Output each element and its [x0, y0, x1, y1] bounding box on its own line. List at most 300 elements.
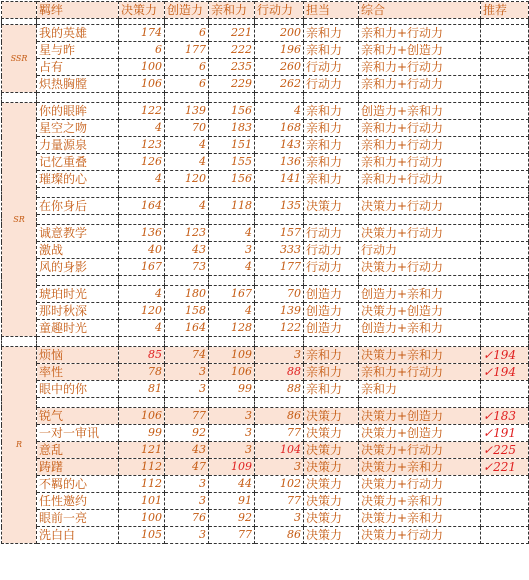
stat-cell: 4	[119, 286, 165, 303]
stat-cell: 118	[209, 198, 255, 215]
combo-cell: 决策力+亲和力	[359, 510, 481, 527]
spacer-cell	[209, 398, 255, 408]
spacer-cell	[2, 337, 37, 347]
stat-cell: 104	[255, 442, 304, 459]
stat-cell: 100	[119, 510, 165, 527]
stat-cell: 221	[209, 25, 255, 42]
stat-cell: 164	[165, 320, 209, 337]
bond-name: 踌躇	[37, 459, 119, 476]
role-cell: 决策力	[304, 493, 359, 510]
header-cell: 推荐	[481, 2, 529, 19]
table-row	[2, 303, 529, 320]
recommend-value: 183	[493, 409, 516, 423]
stat-cell: 196	[255, 42, 304, 59]
bond-name: 不羁的心	[37, 476, 119, 493]
combo-cell: 创造力+亲和力	[359, 320, 481, 337]
stat-cell: 88	[255, 364, 304, 381]
combo-cell: 决策力+亲和力	[359, 347, 481, 364]
stat-cell: 92	[165, 425, 209, 442]
recommend-cell	[481, 103, 529, 120]
combo-cell: 决策力+创造力	[359, 303, 481, 320]
stat-cell: 155	[209, 154, 255, 171]
stat-cell: 3	[209, 442, 255, 459]
spacer-cell	[255, 93, 304, 103]
combo-cell: 决策力+创造力	[359, 408, 481, 425]
stat-cell: 101	[119, 493, 165, 510]
rarity-label: SSR	[2, 25, 37, 93]
stat-cell: 333	[255, 242, 304, 259]
spacer-cell	[304, 337, 359, 347]
stat-cell: 99	[209, 381, 255, 398]
stat-cell: 180	[165, 286, 209, 303]
rarity-label: R	[2, 347, 37, 544]
stat-cell: 3	[165, 381, 209, 398]
stat-cell: 70	[255, 286, 304, 303]
stat-cell: 3	[165, 493, 209, 510]
spacer-cell	[304, 276, 359, 286]
check-icon: ✓	[483, 348, 494, 362]
stat-cell: 260	[255, 59, 304, 76]
stat-cell: 4	[119, 171, 165, 188]
spacer-cell	[119, 93, 165, 103]
combo-cell: 决策力+行动力	[359, 225, 481, 242]
spacer-cell	[37, 188, 119, 198]
header-cell: 羁绊	[37, 2, 119, 19]
role-cell: 决策力	[304, 527, 359, 544]
combo-cell: 亲和力+行动力	[359, 120, 481, 137]
check-icon: ✓	[483, 409, 494, 423]
spacer-cell	[209, 337, 255, 347]
table-row	[2, 425, 529, 442]
stat-cell: 200	[255, 25, 304, 42]
stat-cell: 156	[209, 171, 255, 188]
recommend-cell	[481, 347, 529, 364]
recommend-cell	[481, 198, 529, 215]
combo-cell: 行动力	[359, 242, 481, 259]
stat-cell: 156	[209, 103, 255, 120]
stat-cell: 122	[119, 103, 165, 120]
combo-cell: 亲和力+创造力	[359, 42, 481, 59]
spacer-cell	[255, 276, 304, 286]
recommend-cell	[481, 259, 529, 276]
stat-cell: 43	[165, 442, 209, 459]
combo-cell: 决策力+行动力	[359, 259, 481, 276]
stat-cell: 6	[119, 42, 165, 59]
spacer-cell	[165, 398, 209, 408]
spacer-cell	[481, 337, 529, 347]
combo-cell: 亲和力+行动力	[359, 25, 481, 42]
table-row	[2, 320, 529, 337]
stat-cell: 123	[165, 225, 209, 242]
spacer-cell	[37, 93, 119, 103]
spacer-cell	[304, 215, 359, 225]
stat-cell: 167	[209, 286, 255, 303]
role-cell: 行动力	[304, 59, 359, 76]
spacer-row	[2, 276, 529, 286]
recommend-cell	[481, 120, 529, 137]
role-cell: 亲和力	[304, 171, 359, 188]
spacer-cell	[209, 188, 255, 198]
header-cell: 综合	[359, 2, 481, 19]
role-cell: 行动力	[304, 76, 359, 93]
stat-cell: 151	[209, 137, 255, 154]
stat-cell: 120	[165, 171, 209, 188]
role-cell: 决策力	[304, 408, 359, 425]
recommend-cell	[481, 425, 529, 442]
role-cell: 创造力	[304, 320, 359, 337]
spacer-row	[2, 215, 529, 225]
recommend-value: 225	[493, 443, 516, 457]
bond-name: 力量源泉	[37, 137, 119, 154]
bond-name: 童趣时光	[37, 320, 119, 337]
stat-cell: 135	[255, 198, 304, 215]
stat-cell: 77	[255, 493, 304, 510]
rarity-label: SR	[2, 103, 37, 337]
stat-cell: 4	[165, 137, 209, 154]
bond-name: 记忆重叠	[37, 154, 119, 171]
recommend-value: 191	[493, 426, 516, 440]
stat-cell: 85	[119, 347, 165, 364]
stat-cell: 78	[119, 364, 165, 381]
spacer-cell	[119, 276, 165, 286]
spacer-cell	[481, 93, 529, 103]
spacer-cell	[304, 93, 359, 103]
table-row	[2, 25, 529, 42]
stat-cell: 128	[209, 320, 255, 337]
table-row	[2, 364, 529, 381]
recommend-cell	[481, 42, 529, 59]
bond-name: 占有	[37, 59, 119, 76]
stat-cell: 4	[209, 225, 255, 242]
role-cell: 行动力	[304, 242, 359, 259]
stat-cell: 122	[255, 320, 304, 337]
stat-cell: 3	[209, 242, 255, 259]
role-cell: 亲和力	[304, 137, 359, 154]
combo-cell: 创造力+亲和力	[359, 286, 481, 303]
role-cell: 创造力	[304, 286, 359, 303]
stat-cell: 139	[255, 303, 304, 320]
role-cell: 亲和力	[304, 381, 359, 398]
spacer-cell	[481, 276, 529, 286]
spacer-row	[2, 398, 529, 408]
stat-cell: 92	[209, 510, 255, 527]
spacer-cell	[209, 215, 255, 225]
spacer-cell	[359, 276, 481, 286]
table-row	[2, 381, 529, 398]
table-row	[2, 242, 529, 259]
spacer-cell	[481, 398, 529, 408]
spacer-cell	[481, 215, 529, 225]
recommend-value: 194	[493, 348, 516, 362]
bond-name: 你的眼眸	[37, 103, 119, 120]
combo-cell: 决策力+亲和力	[359, 493, 481, 510]
spacer-cell	[209, 93, 255, 103]
check-icon: ✓	[483, 460, 494, 474]
bond-name: 任性邀约	[37, 493, 119, 510]
stat-cell: 126	[119, 154, 165, 171]
role-cell: 决策力	[304, 476, 359, 493]
combo-cell: 决策力+创造力	[359, 425, 481, 442]
spacer-row	[2, 188, 529, 198]
combo-cell: 亲和力+行动力	[359, 154, 481, 171]
spacer-cell	[37, 215, 119, 225]
recommend-cell	[481, 459, 529, 476]
stat-cell: 99	[119, 425, 165, 442]
combo-cell: 亲和力+行动力	[359, 59, 481, 76]
bond-name: 意乱	[37, 442, 119, 459]
spacer-cell	[209, 276, 255, 286]
combo-cell: 决策力+行动力	[359, 476, 481, 493]
recommend-cell	[481, 225, 529, 242]
role-cell: 决策力	[304, 425, 359, 442]
bond-name: 眼前一亮	[37, 510, 119, 527]
stat-cell: 4	[209, 259, 255, 276]
stat-cell: 3	[209, 425, 255, 442]
stat-cell: 40	[119, 242, 165, 259]
combo-cell: 亲和力+行动力	[359, 76, 481, 93]
stat-cell: 229	[209, 76, 255, 93]
header-cell: 决策力	[119, 2, 165, 19]
stat-cell: 70	[165, 120, 209, 137]
role-cell: 亲和力	[304, 25, 359, 42]
stat-cell: 86	[255, 408, 304, 425]
stat-cell: 73	[165, 259, 209, 276]
stat-cell: 3	[255, 510, 304, 527]
spacer-row	[2, 337, 529, 347]
stat-cell: 112	[119, 459, 165, 476]
bond-name: 率性	[37, 364, 119, 381]
spacer-cell	[481, 188, 529, 198]
stat-cell: 86	[255, 527, 304, 544]
stat-cell: 6	[165, 59, 209, 76]
spacer-cell	[359, 215, 481, 225]
table-row	[2, 137, 529, 154]
role-cell: 决策力	[304, 459, 359, 476]
role-cell: 亲和力	[304, 103, 359, 120]
spacer-cell	[359, 337, 481, 347]
recommend-cell	[481, 303, 529, 320]
stat-cell: 4	[119, 320, 165, 337]
table-row	[2, 510, 529, 527]
table-row	[2, 347, 529, 364]
stat-cell: 177	[165, 42, 209, 59]
stat-cell: 183	[209, 120, 255, 137]
stat-cell: 4	[165, 198, 209, 215]
stat-cell: 235	[209, 59, 255, 76]
spacer-cell	[119, 398, 165, 408]
stat-cell: 136	[119, 225, 165, 242]
role-cell: 亲和力	[304, 347, 359, 364]
header-row	[2, 2, 529, 19]
role-cell: 亲和力	[304, 364, 359, 381]
stat-cell: 88	[255, 381, 304, 398]
combo-cell: 决策力+亲和力	[359, 459, 481, 476]
table-row	[2, 459, 529, 476]
stat-cell: 4	[165, 154, 209, 171]
spacer-cell	[165, 215, 209, 225]
stat-cell: 3	[165, 364, 209, 381]
role-cell: 亲和力	[304, 42, 359, 59]
spacer-cell	[359, 93, 481, 103]
stat-cell: 91	[209, 493, 255, 510]
header-cell	[2, 2, 37, 19]
recommend-cell	[481, 286, 529, 303]
header-cell: 行动力	[255, 2, 304, 19]
stat-cell: 105	[119, 527, 165, 544]
table-row	[2, 120, 529, 137]
combo-cell: 决策力+行动力	[359, 198, 481, 215]
spacer-cell	[165, 276, 209, 286]
table-row	[2, 476, 529, 493]
stat-cell: 77	[165, 408, 209, 425]
bond-name: 星空之吻	[37, 120, 119, 137]
stat-cell: 77	[255, 425, 304, 442]
stat-cell: 47	[165, 459, 209, 476]
role-cell: 决策力	[304, 198, 359, 215]
stat-cell: 4	[119, 120, 165, 137]
table-row	[2, 198, 529, 215]
bond-name: 诚意教学	[37, 225, 119, 242]
spacer-cell	[359, 188, 481, 198]
spacer-cell	[119, 215, 165, 225]
bond-name: 我的英雄	[37, 25, 119, 42]
table-row	[2, 225, 529, 242]
bond-table	[1, 1, 529, 544]
recommend-cell	[481, 476, 529, 493]
recommend-cell	[481, 442, 529, 459]
recommend-cell	[481, 493, 529, 510]
bond-name: 璀璨的心	[37, 171, 119, 188]
bond-name: 星与昨	[37, 42, 119, 59]
stat-cell: 168	[255, 120, 304, 137]
stat-cell: 143	[255, 137, 304, 154]
stat-cell: 174	[119, 25, 165, 42]
recommend-cell	[481, 137, 529, 154]
stat-cell: 120	[119, 303, 165, 320]
stat-cell: 106	[119, 408, 165, 425]
stat-cell: 77	[209, 527, 255, 544]
spacer-cell	[304, 398, 359, 408]
bond-name: 眼中的你	[37, 381, 119, 398]
combo-cell: 决策力+行动力	[359, 442, 481, 459]
stat-cell: 81	[119, 381, 165, 398]
stat-cell: 109	[209, 459, 255, 476]
stat-cell: 106	[209, 364, 255, 381]
header-cell: 担当	[304, 2, 359, 19]
bond-name: 洗白白	[37, 527, 119, 544]
stat-cell: 4	[209, 303, 255, 320]
header-cell: 亲和力	[209, 2, 255, 19]
stat-cell: 177	[255, 259, 304, 276]
table-row	[2, 442, 529, 459]
table-row	[2, 527, 529, 544]
stat-cell: 141	[255, 171, 304, 188]
spacer-cell	[255, 398, 304, 408]
check-icon: ✓	[483, 443, 494, 457]
recommend-cell	[481, 364, 529, 381]
table-row	[2, 408, 529, 425]
table-row	[2, 171, 529, 188]
stat-cell: 4	[255, 103, 304, 120]
spacer-cell	[37, 276, 119, 286]
spacer-cell	[255, 337, 304, 347]
stat-cell: 158	[165, 303, 209, 320]
header-cell: 创造力	[165, 2, 209, 19]
combo-cell: 亲和力+行动力	[359, 137, 481, 154]
combo-cell: 创造力+亲和力	[359, 103, 481, 120]
bond-name: 在你身后	[37, 198, 119, 215]
stat-cell: 222	[209, 42, 255, 59]
recommend-cell	[481, 76, 529, 93]
spacer-cell	[2, 93, 37, 103]
stat-cell: 262	[255, 76, 304, 93]
role-cell: 亲和力	[304, 120, 359, 137]
combo-cell: 决策力+行动力	[359, 527, 481, 544]
combo-cell: 亲和力+行动力	[359, 364, 481, 381]
bond-name: 琥珀时光	[37, 286, 119, 303]
bond-name: 一对一审讯	[37, 425, 119, 442]
stat-cell: 3	[209, 408, 255, 425]
stat-cell: 157	[255, 225, 304, 242]
recommend-cell	[481, 381, 529, 398]
stat-cell: 109	[209, 347, 255, 364]
stat-cell: 3	[255, 347, 304, 364]
stat-cell: 6	[165, 25, 209, 42]
recommend-cell	[481, 320, 529, 337]
table-row	[2, 154, 529, 171]
stat-cell: 106	[119, 76, 165, 93]
stat-cell: 3	[165, 476, 209, 493]
role-cell: 行动力	[304, 225, 359, 242]
recommend-value: 221	[493, 460, 516, 474]
table-row	[2, 76, 529, 93]
spacer-cell	[165, 337, 209, 347]
stat-cell: 100	[119, 59, 165, 76]
table-row	[2, 286, 529, 303]
spacer-cell	[165, 188, 209, 198]
combo-cell: 亲和力+行动力	[359, 171, 481, 188]
recommend-value: 194	[493, 365, 516, 379]
table-row	[2, 59, 529, 76]
table-row	[2, 42, 529, 59]
bond-name: 锐气	[37, 408, 119, 425]
spacer-cell	[165, 93, 209, 103]
recommend-cell	[481, 25, 529, 42]
role-cell: 决策力	[304, 510, 359, 527]
spacer-cell	[255, 215, 304, 225]
recommend-cell	[481, 527, 529, 544]
role-cell: 决策力	[304, 442, 359, 459]
recommend-cell	[481, 408, 529, 425]
recommend-cell	[481, 242, 529, 259]
spacer-cell	[359, 398, 481, 408]
role-cell: 创造力	[304, 303, 359, 320]
bond-name: 那时秋深	[37, 303, 119, 320]
stat-cell: 164	[119, 198, 165, 215]
spacer-cell	[37, 398, 119, 408]
stat-cell: 3	[255, 459, 304, 476]
stat-cell: 3	[165, 527, 209, 544]
check-icon: ✓	[483, 426, 494, 440]
stat-cell: 6	[165, 76, 209, 93]
table-row	[2, 103, 529, 120]
recommend-cell	[481, 510, 529, 527]
table-row	[2, 493, 529, 510]
table-row	[2, 259, 529, 276]
recommend-cell	[481, 154, 529, 171]
stat-cell: 102	[255, 476, 304, 493]
stat-cell: 123	[119, 137, 165, 154]
